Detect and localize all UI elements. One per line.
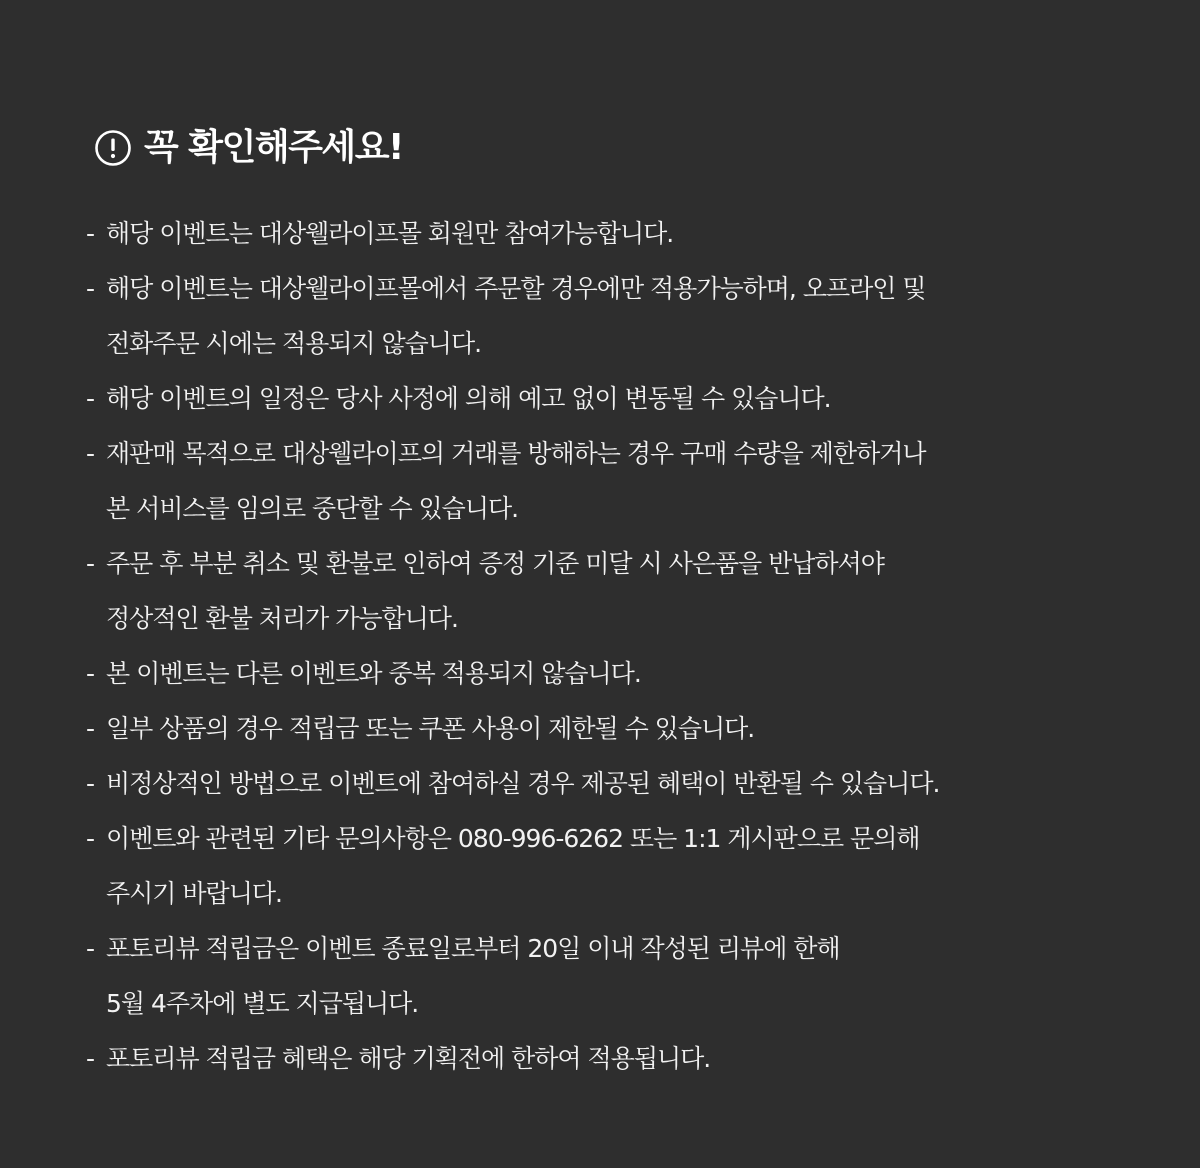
notice-item bbox=[86, 206, 1126, 261]
bullet: - bbox=[86, 824, 95, 853]
notice-item-text: 해당 이벤트의 일정은 당사 사정에 의해 예고 없이 변동될 수 있습니다. bbox=[106, 384, 831, 413]
notice-item bbox=[86, 426, 1126, 536]
bullet: - bbox=[86, 439, 95, 468]
notice-item-text: 비정상적인 방법으로 이벤트에 참여하실 경우 제공된 혜택이 반환될 수 있습니다. bbox=[106, 769, 940, 798]
notice-list bbox=[86, 206, 1126, 1086]
bullet: - bbox=[86, 769, 95, 798]
notice-item-text: 이벤트와 관련된 기타 문의사항은 080-996-6262 또는 1:1 게시판으로 문의해 주시기 바랍니다. bbox=[106, 824, 920, 908]
notice-item bbox=[86, 371, 1126, 426]
notice-item bbox=[86, 921, 1126, 1031]
bullet: - bbox=[86, 714, 95, 743]
notice-item-text: 해당 이벤트는 대상웰라이프몰에서 주문할 경우에만 적용가능하며, 오프라인 및 전화주문 시에는 적용되지 않습니다. bbox=[106, 274, 926, 358]
bullet: - bbox=[86, 549, 95, 578]
bullet: - bbox=[86, 934, 95, 963]
bullet: - bbox=[86, 384, 95, 413]
bullet: - bbox=[86, 659, 95, 688]
notice-item-text: 포토리뷰 적립금 혜택은 해당 기획전에 한하여 적용됩니다. bbox=[106, 1044, 711, 1073]
notice-item bbox=[86, 261, 1126, 371]
bullet: - bbox=[86, 219, 95, 248]
notice-item-text: 일부 상품의 경우 적립금 또는 쿠폰 사용이 제한될 수 있습니다. bbox=[106, 714, 755, 743]
exclamation-circle-icon bbox=[94, 129, 132, 167]
notice-item bbox=[86, 1031, 1126, 1086]
notice-item-text: 본 이벤트는 다른 이벤트와 중복 적용되지 않습니다. bbox=[106, 659, 641, 688]
notice-item bbox=[86, 811, 1126, 921]
notice-item-text: 해당 이벤트는 대상웰라이프몰 회원만 참여가능합니다. bbox=[106, 219, 674, 248]
notice-item bbox=[86, 701, 1126, 756]
notice-title: 꼭 확인해주세요! bbox=[144, 127, 403, 168]
notice-item bbox=[86, 646, 1126, 701]
notice-item bbox=[86, 536, 1126, 646]
notice-item-text: 재판매 목적으로 대상웰라이프의 거래를 방해하는 경우 구매 수량을 제한하거나 본 서비스를 임의로 중단할 수 있습니다. bbox=[106, 439, 926, 523]
notice-item-text: 포토리뷰 적립금은 이벤트 종료일로부터 20일 이내 작성된 리뷰에 한해 5월 4주차에 별도 지급됩니다. bbox=[106, 934, 840, 1018]
notice-item-text: 주문 후 부분 취소 및 환불로 인하여 증정 기준 미달 시 사은품을 반납하셔야 정상적인 환불 처리가 가능합니다. bbox=[106, 549, 884, 633]
bullet: - bbox=[86, 1044, 95, 1073]
notice-header bbox=[94, 120, 403, 176]
notice-item bbox=[86, 756, 1126, 811]
bullet: - bbox=[86, 274, 95, 303]
